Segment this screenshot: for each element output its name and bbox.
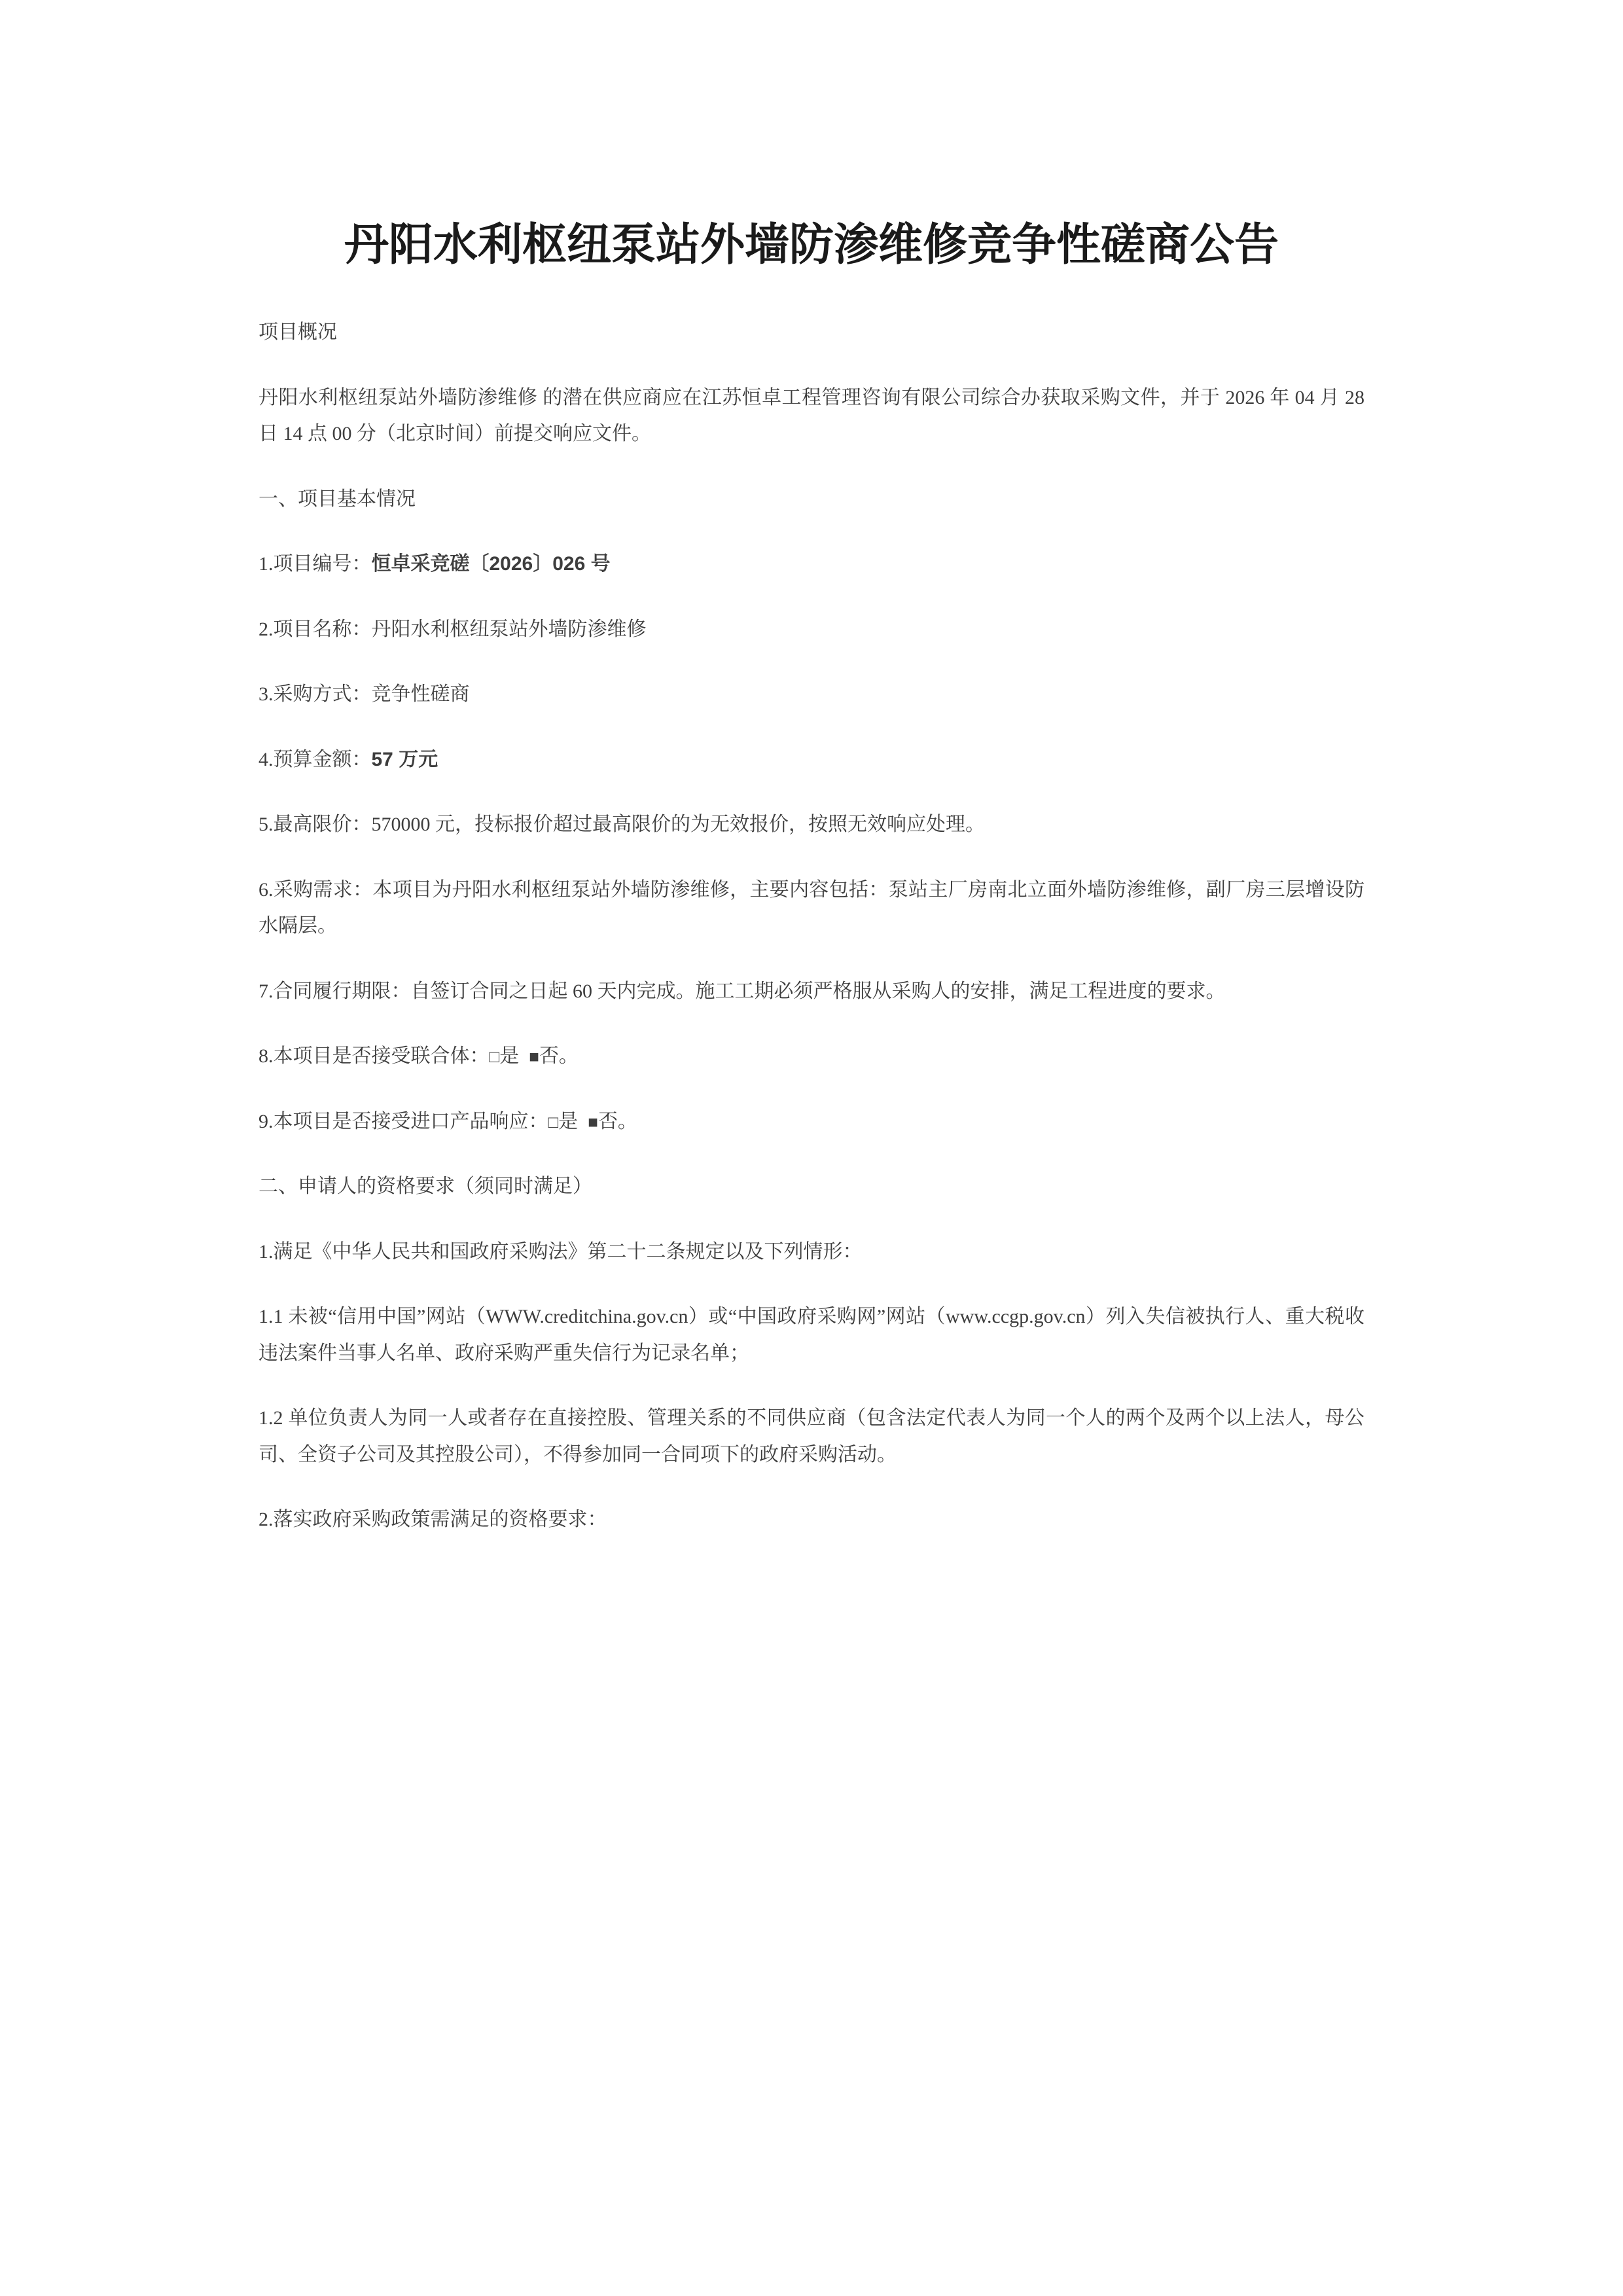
item-price-ceiling-label: 5.最高限价： (259, 814, 372, 836)
item-price-ceiling-value: 570000 元，投标报价超过最高限价的为无效报价，按照无效响应处理。 (371, 814, 985, 836)
item-consortium (259, 1038, 1364, 1075)
section-heading-one: 一、项目基本情况 (259, 488, 416, 510)
item-contract-term-label: 7.合同履行期限： (259, 980, 411, 1002)
consortium-no-label: 否。 (539, 1045, 579, 1067)
overview-label: 项目概况 (259, 321, 337, 344)
item-imported-products-label: 9.本项目是否接受进口产品响应： (259, 1110, 548, 1132)
imported-yes-label: 是 (558, 1110, 579, 1132)
qualification-intro: 1.满足《中华人民共和国政府采购法》第二十二条规定以及下列情形： (259, 1240, 863, 1263)
item-procurement-method-label: 3.采购方式： (259, 683, 372, 706)
overview-text: 丹阳水利枢纽泵站外墙防渗维修 的潜在供应商应在江苏恒卓工程管理咨询有限公司综合办获取采购文件，并于 2026 年 04 月 28 日 14 点 00 分（北京时间）前提交响应文件。 (259, 386, 1364, 445)
qualification-item-1-2: 1.2 单位负责人为同一人或者存在直接控股、管理关系的不同供应商（包含法定代表人为同一个人的两个及两个以上法人，母公司、全资子公司及其控股公司），不得参加同一合同项下的政府采购活动。 (259, 1407, 1364, 1465)
item-project-number (259, 546, 1364, 583)
imported-no-label: 否。 (597, 1110, 637, 1132)
consortium-yes-label: 是 (499, 1045, 520, 1067)
item-requirements-value: 本项目为丹阳水利枢纽泵站外墙防渗维修，主要内容包括：泵站主厂房南北立面外墙防渗维修，副厂房三层增设防水隔层。 (259, 878, 1365, 937)
checkbox-consortium-no[interactable] (529, 1045, 539, 1067)
item-project-number-value: 恒卓采竞磋〔2026〕026 号 (371, 553, 611, 575)
section-heading-two: 二、申请人的资格要求（须同时满足） (259, 1175, 592, 1198)
item-procurement-method (259, 676, 1364, 713)
qualification-item-2: 2.落实政府采购政策需满足的资格要求： (259, 1509, 607, 1531)
page-title: 丹阳水利枢纽泵站外墙防渗维修竞争性磋商公告 (344, 220, 1279, 270)
item-project-number-label: 1.项目编号： (259, 553, 372, 575)
checkbox-consortium-yes[interactable] (490, 1045, 500, 1067)
checkbox-imported-yes[interactable] (548, 1111, 559, 1132)
item-imported-products (259, 1103, 1364, 1140)
item-contract-term-value: 自签订合同之日起 60 天内完成。施工工期必须严格服从采购人的安排，满足工程进度的要求。 (410, 980, 1226, 1002)
item-requirements (259, 872, 1364, 944)
item-consortium-label: 8.本项目是否接受联合体： (259, 1045, 490, 1067)
item-price-ceiling (259, 806, 1364, 843)
item-budget-value: 57 万元 (371, 748, 438, 770)
item-budget (259, 742, 1364, 778)
checkbox-imported-no[interactable] (588, 1111, 598, 1132)
item-project-name-label: 2.项目名称： (259, 618, 372, 640)
item-contract-term (259, 973, 1364, 1010)
item-budget-label: 4.预算金额： (259, 748, 372, 770)
item-requirements-label: 6.采购需求： (259, 878, 373, 901)
item-project-name (259, 611, 1364, 648)
qualification-item-1-1: 1.1 未被“信用中国”网站（WWW.creditchina.gov.cn）或“中国政府采购网”网站（www.ccgp.gov.cn）列入失信被执行人、重大税收违法案件当事人名单、政府采购严重失信行为记录名单； (259, 1306, 1364, 1364)
item-project-name-value: 丹阳水利枢纽泵站外墙防渗维修 (371, 618, 647, 640)
item-procurement-method-value: 竞争性磋商 (371, 683, 470, 706)
